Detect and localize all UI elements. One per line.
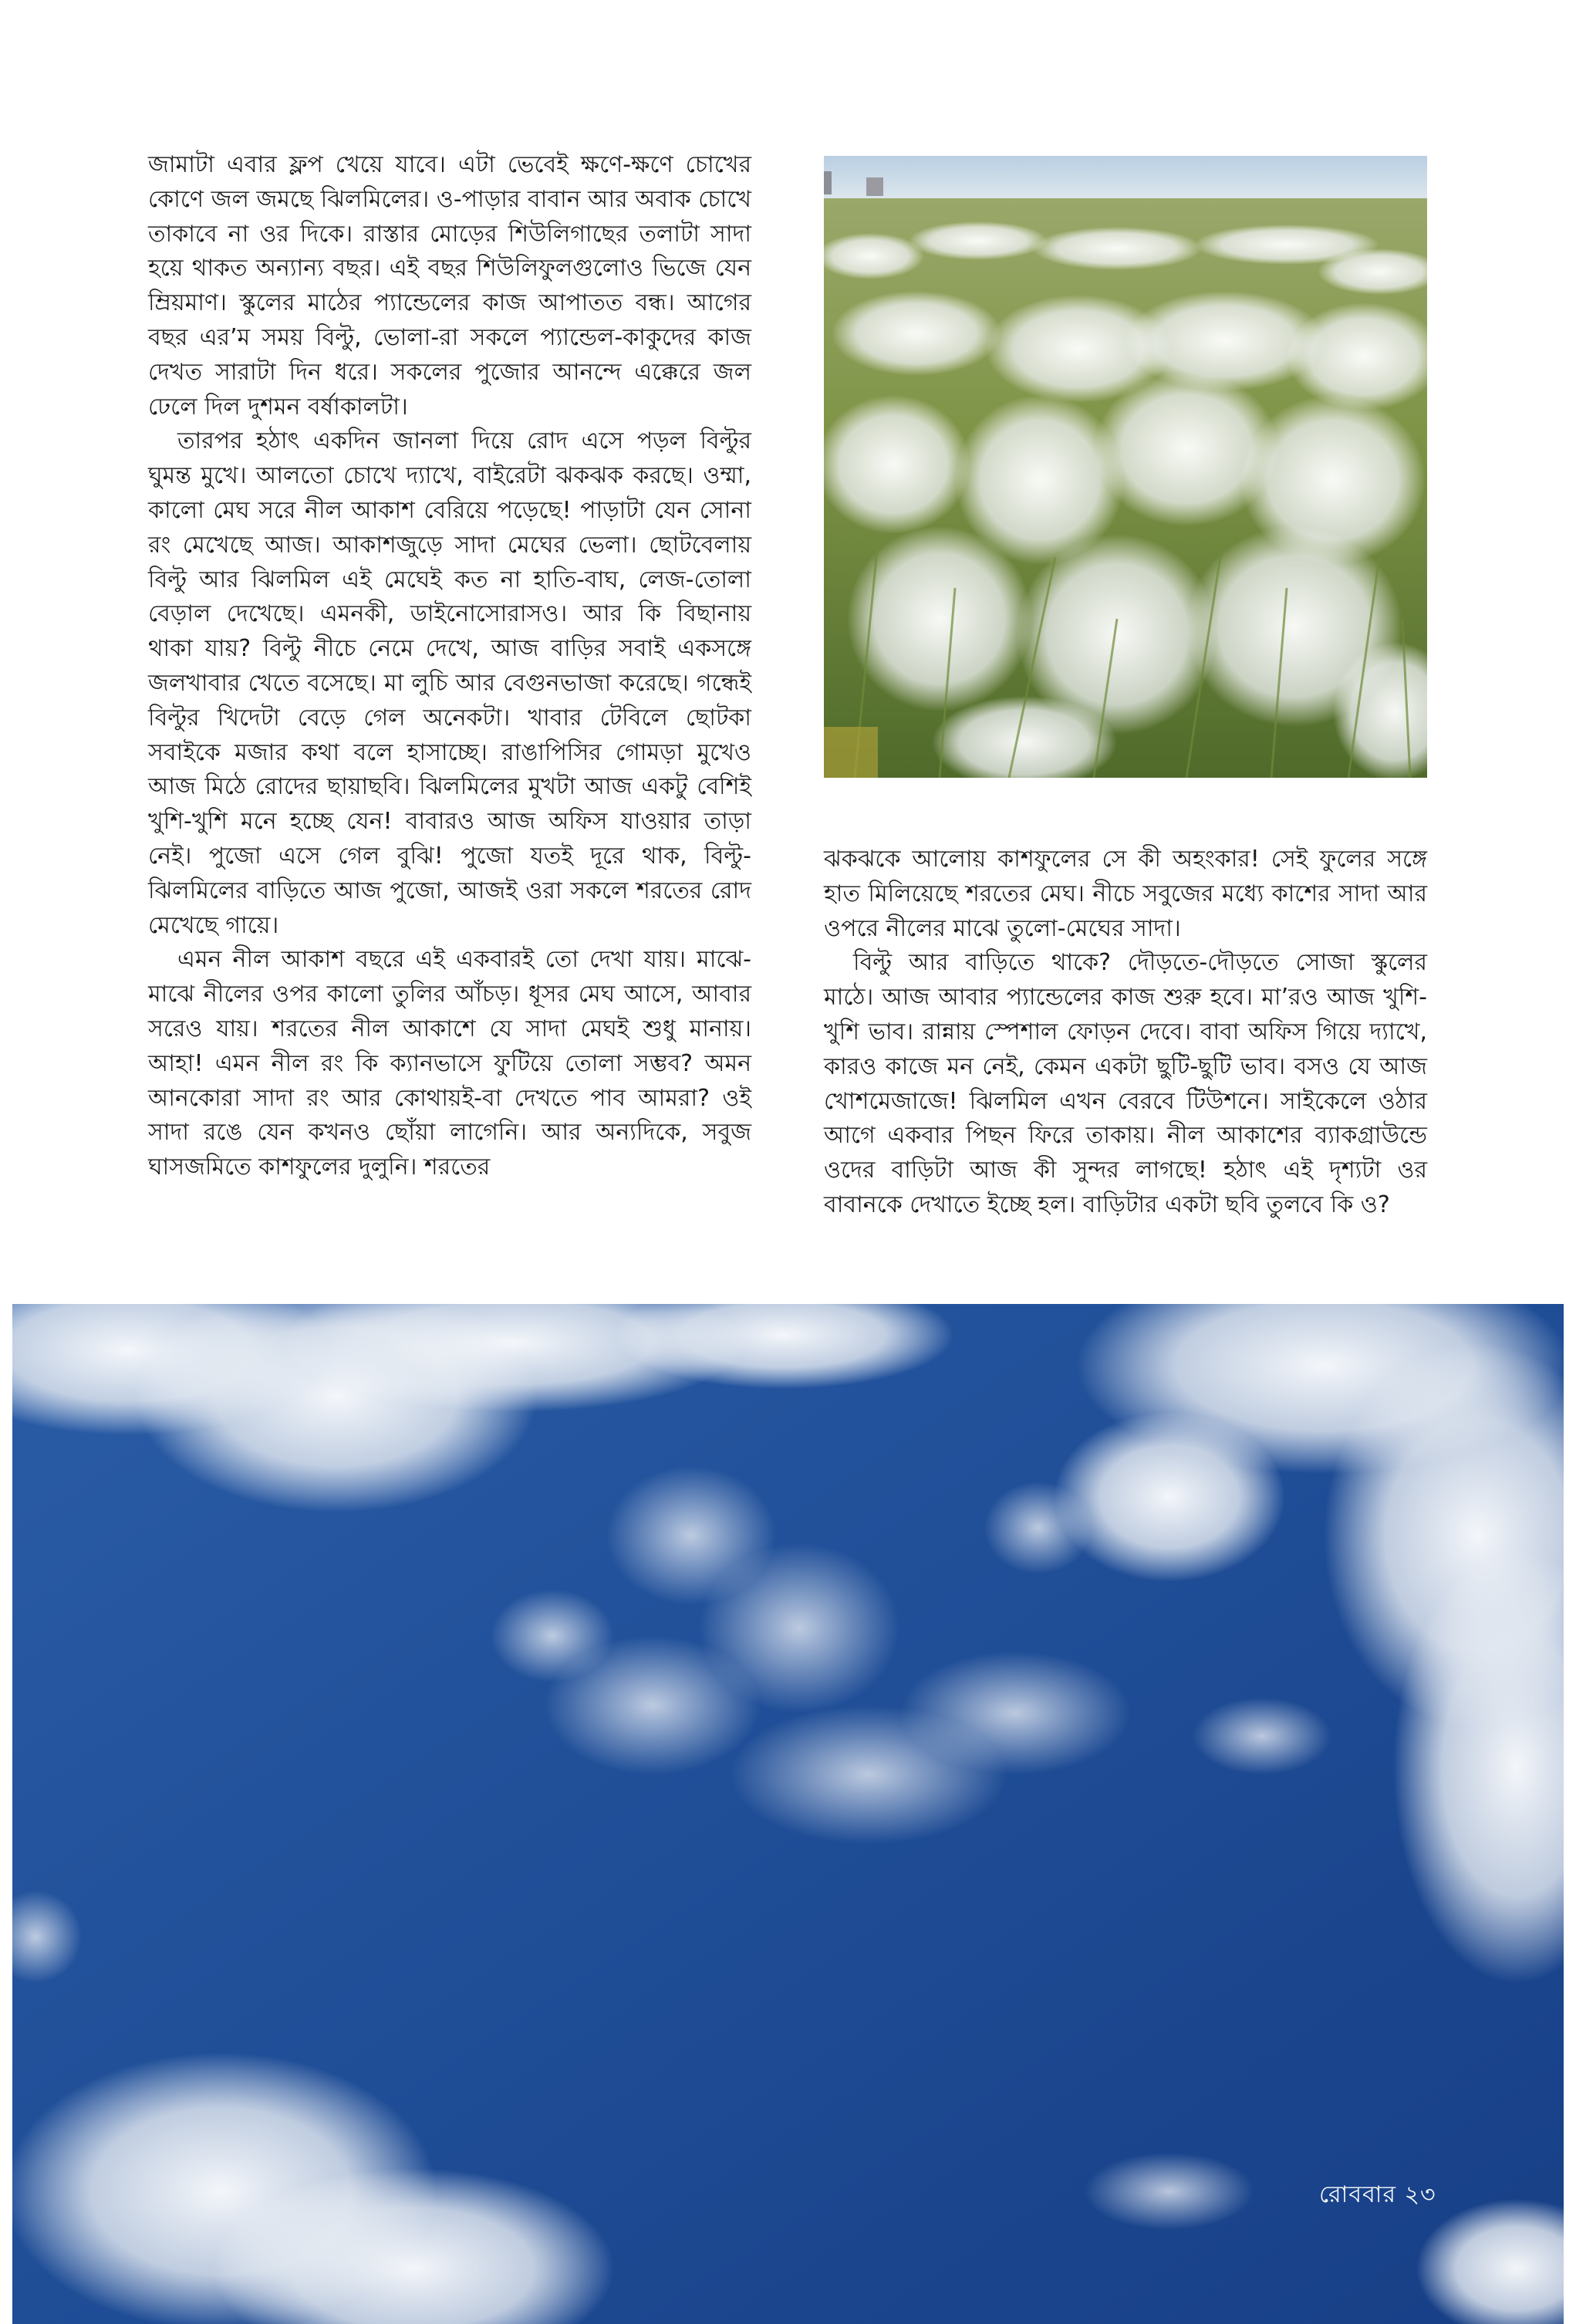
article-left-column (148, 148, 751, 1185)
paragraph-3: এমন নীল আকাশ বছরে এই একবারই তো দেখা যায়। মাঝে-মাঝে নীলের ওপর কালো তুলির আঁচড়। ধূসর মেঘ আসে, আবার সরেও যায়। শরতের নীল আকাশে যে সাদা মেঘই শুধু মানায়। আহা! এমন নীল রং কি ক্যানভাসে ফুটিয়ে তোলা সম্ভব? অমন আনকোরা সাদা রং আর কোথায়ই-বা দেখতে পাব আমরা? ওই সাদা রঙে যেন কখনও ছোঁয়া লাগেনি। আর অন্যদিকে, সবুজ ঘাসজমিতে কাশফুলের দুলুনি। শরতের (148, 946, 751, 1181)
article-right-column (824, 843, 1427, 1223)
paragraph-1: জামাটা এবার ফ্লপ খেয়ে যাবে। এটা ভেবেই ক্ষণে-ক্ষণে চোখের কোণে জল জমছে ঝিলমিলের। ও-পাড়ার বাবান আর অবাক চোখে তাকাবে না ওর দিকে। রাস্তার মোড়ের শিউলিগাছের তলাটা সাদা হয়ে থাকত অন্যান্য বছর। এই বছর শিউলিফুলগুলোও ভিজে যেন ম্রিয়মাণ। স্কুলের মাঠের প্যান্ডেলের কাজ আপাতত বন্ধ। আগের বছর এর’ম সময় বিল্টু, ভোলা-রা সকলে প্যান্ডেল-কাকুদের কাজ দেখত সারাটা দিন ধরে। সকলের পুজোর আনন্দে এক্কেরে জল ঢেলে দিল দুশমন বর্ষাকালটা। (148, 151, 751, 421)
paragraph-4: ঝকঝকে আলোয় কাশফুলের সে কী অহংকার! সেই ফুলের সঙ্গে হাত মিলিয়েছে শরতের মেঘ। নীচে সবুজের মধ্যে কাশের সাদা আর ওপরে নীলের মাঝে তুলো-মেঘের সাদা। (824, 846, 1427, 942)
blue-sky-clouds-photo (12, 1304, 1564, 2324)
paragraph-2: তারপর হঠাৎ একদিন জানলা দিয়ে রোদ এসে পড়ল বিল্টুর ঘুমন্ত মুখে। আলতো চোখে দ্যাখে, বাইরেটা ঝকঝক করছে। ওম্মা, কালো মেঘ সরে নীল আকাশ বেরিয়ে পড়েছে! পাড়াটা যেন সোনা রং মেখেছে আজ। আকাশজুড়ে সাদা মেঘের ভেলা। ছোটবেলায় বিল্টু আর ঝিলমিল এই মেঘেই কত না হাতি-বাঘ, লেজ-তোলা বেড়াল দেখেছে। এমনকী, ডাইনোসোরাসও। আর কি বিছানায় থাকা যায়? বিল্টু নীচে নেমে দেখে, আজ বাড়ির সবাই একসঙ্গে জলখাবার খেতে বসেছে। মা লুচি আর বেগুনভাজা করেছে। গন্ধেই বিল্টুর খিদেটা বেড়ে গেল অনেকটা। খাবার টেবিলে ছোটকা সবাইকে মজার কথা বলে হাসাচ্ছে। রাঙাপিসির গোমড়া মুখেও আজ মিঠে রোদের ছায়াছবি। ঝিলমিলের মুখটা আজ একটু বেশিই খুশি-খুশি মনে হচ্ছে যেন! বাবারও আজ অফিস যাওয়ার তাড়া নেই। পুজো এসে গেল বুঝি! পুজো যতই দূরে থাক, বিল্টু-ঝিলমিলের বাড়িতে আজ পুজো, আজই ওরা সকলে শরতের রোদ মেখেছে গায়ে। (148, 427, 751, 939)
paragraph-5: বিল্টু আর বাড়িতে থাকে? দৌড়তে-দৌড়তে সোজা স্কুলের মাঠে। আজ আবার প্যান্ডেলের কাজ শুরু হবে। মা’রও আজ খুশি-খুশি ভাব। রান্নায় স্পেশাল ফোড়ন দেবে। বাবা অফিস গিয়ে দ্যাখে, কারও কাজে মন নেই, কেমন একটা ছুটি-ছুটি ভাব। বসও যে আজ খোশমেজাজে! ঝিলমিল এখন বেরবে টিউশনে। সাইকেলে ওঠার আগে একবার পিছন ফিরে তাকায়। নীল আকাশের ব্যাকগ্রাউন্ডে ওদের বাড়িটা আজ কী সুন্দর লাগছে! হঠাৎ এই দৃশ্যটা ওর বাবানকে দেখাতে ইচ্ছে হল। বাড়িটার একটা ছবি তুলবে কি ও? (824, 949, 1427, 1218)
kashphool-field-photo (824, 156, 1427, 778)
page-footer: রোববার ২৩ (1319, 2181, 1436, 2208)
